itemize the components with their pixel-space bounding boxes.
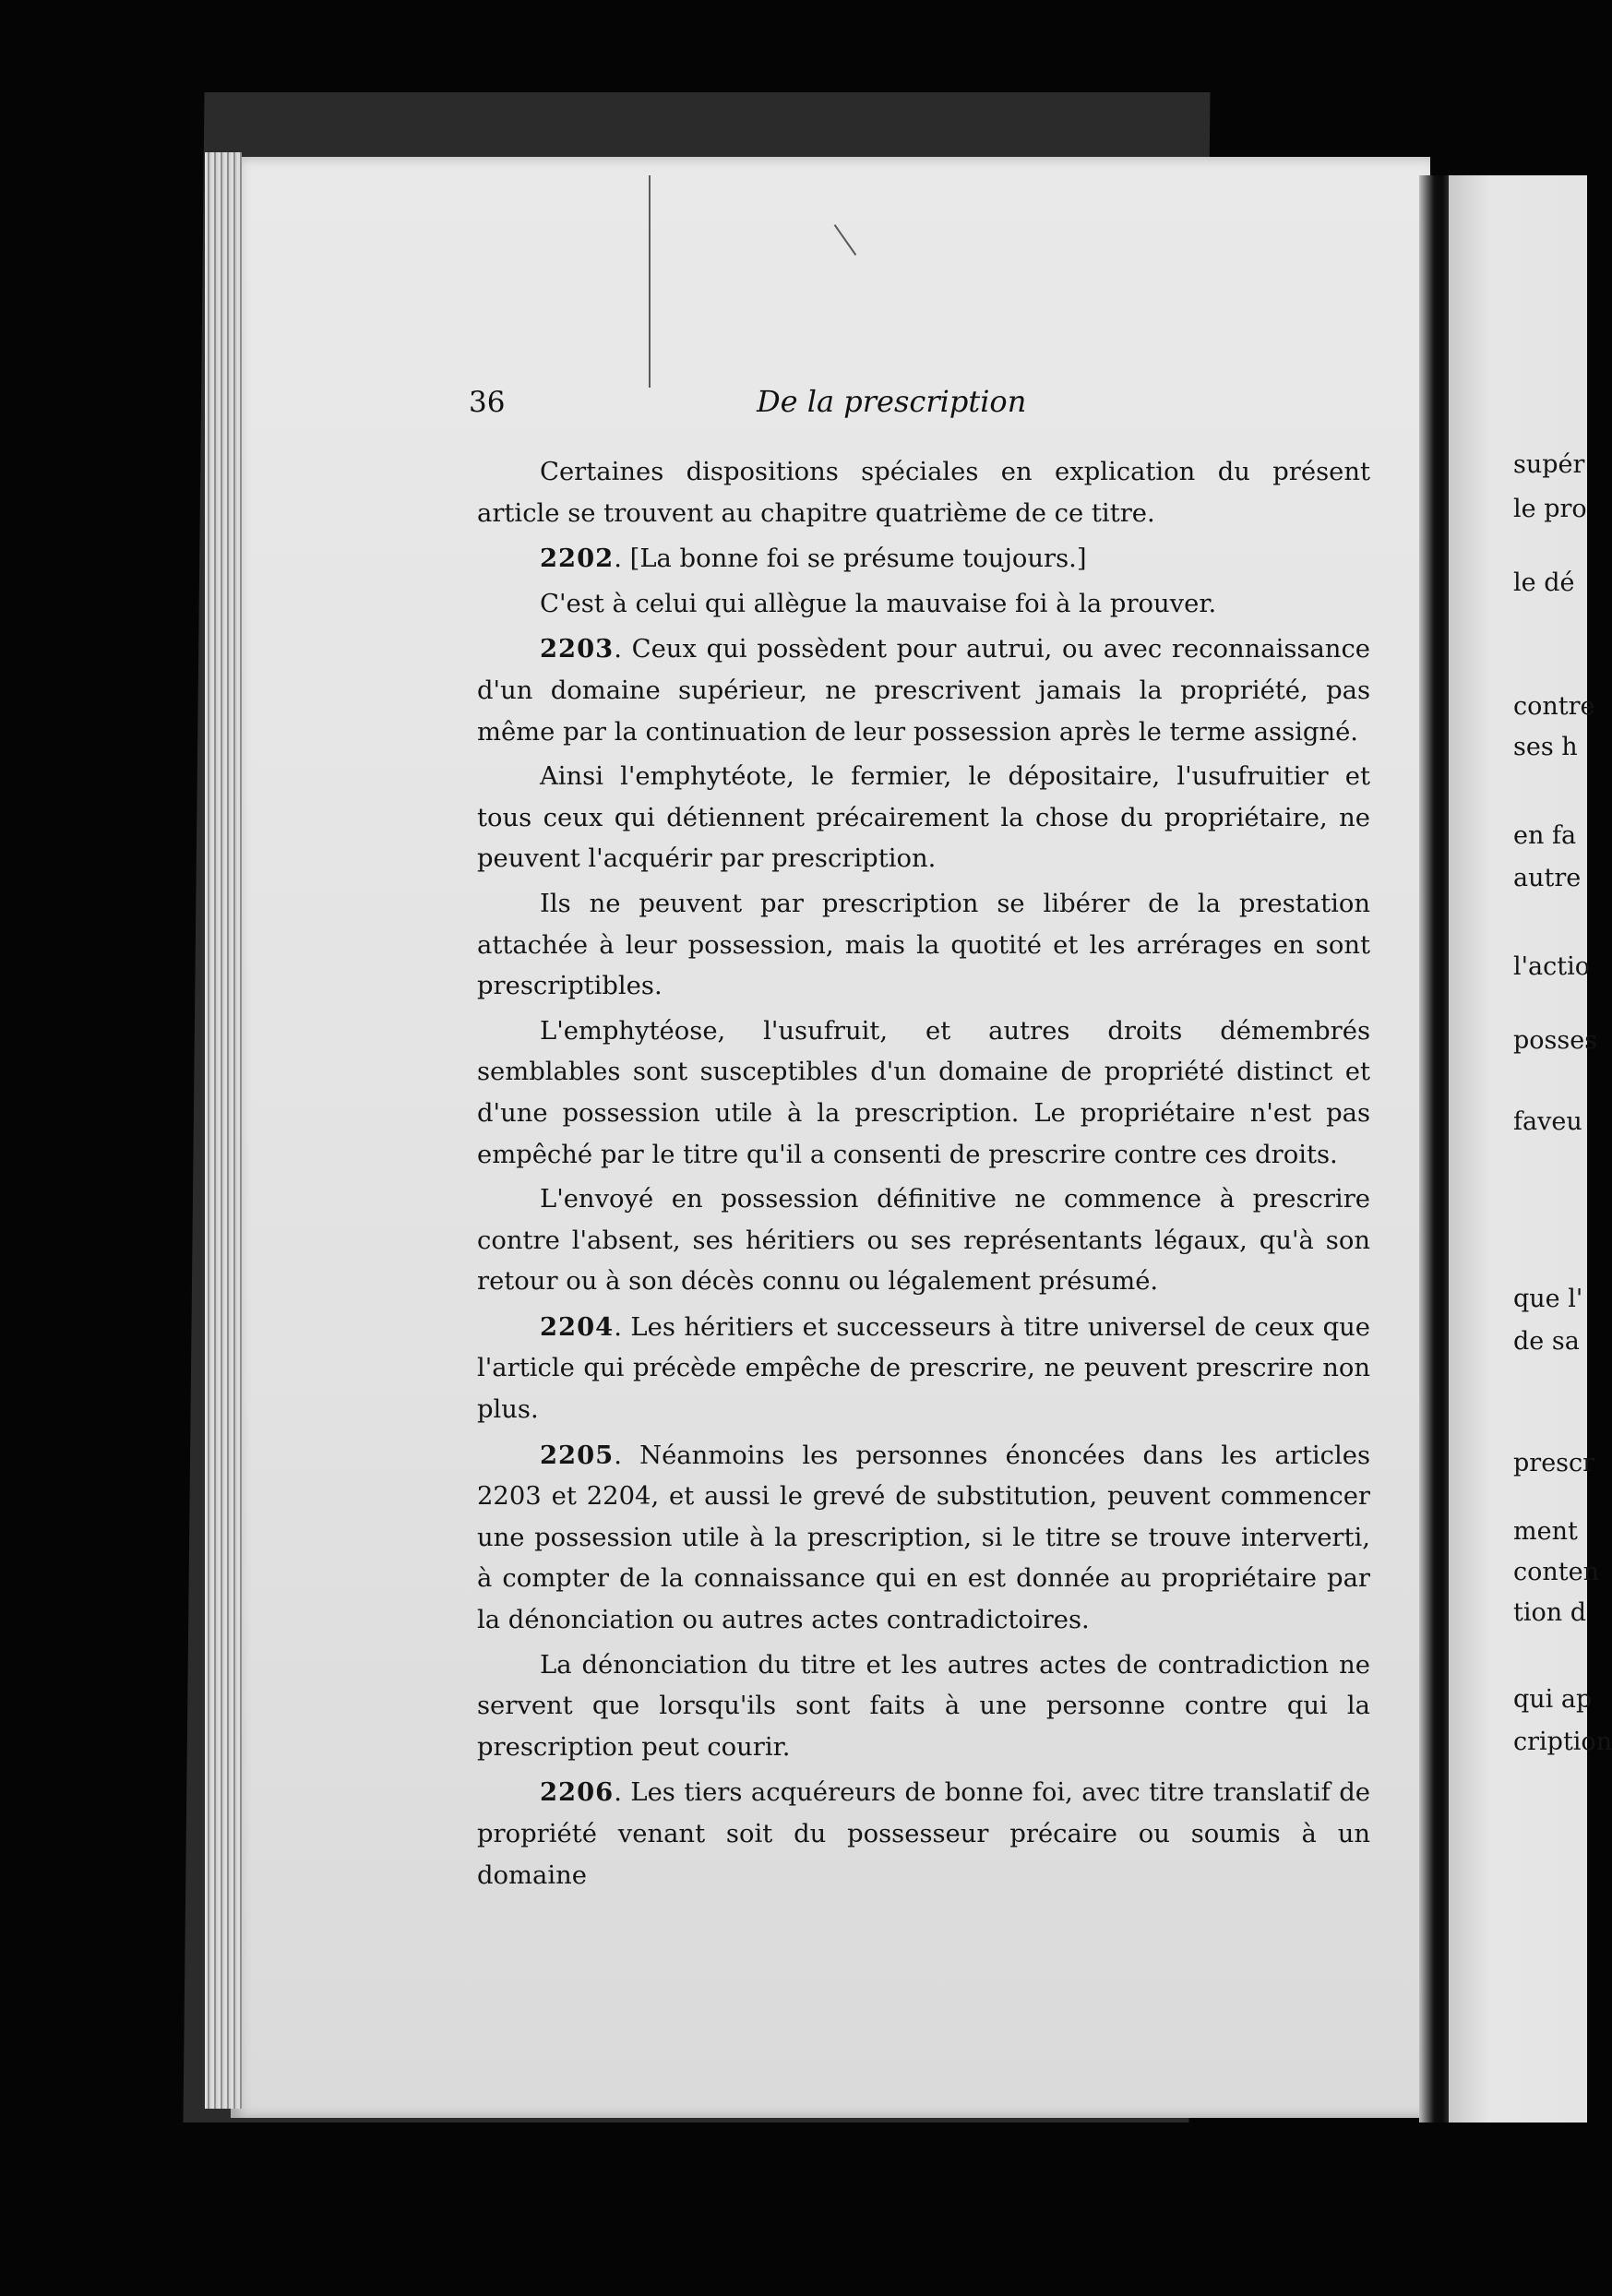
article-number: 2202 bbox=[540, 544, 615, 574]
right-page-fragment: cription bbox=[1513, 1728, 1612, 1756]
right-page-fragment: tion d bbox=[1513, 1598, 1586, 1627]
paragraph bbox=[477, 1772, 1370, 1896]
right-page-fragment: en fa bbox=[1513, 821, 1577, 850]
paragraph bbox=[477, 884, 1370, 1008]
paragraph-text: . Les héritiers et successeurs à titre universel de ceux que l'article qui précède empêche de prescrire, ne peuvent prescrire non plus. bbox=[477, 1312, 1370, 1425]
paragraph-text: La dénonciation du titre et les autres actes de contradiction ne servent que lorsqu'ils sont faits à une personne contre qui la prescription peut courir. bbox=[477, 1650, 1370, 1762]
right-page-fragment: posses bbox=[1513, 1026, 1598, 1055]
right-page-fragment: qui ap bbox=[1513, 1685, 1593, 1714]
paragraph bbox=[477, 1179, 1370, 1303]
paragraph bbox=[477, 584, 1370, 626]
article-number: 2206 bbox=[540, 1777, 615, 1808]
right-page-fragment: conten bbox=[1513, 1558, 1599, 1586]
paragraph bbox=[477, 1645, 1370, 1769]
paragraph bbox=[477, 1307, 1370, 1431]
running-head: De la prescription bbox=[757, 384, 1027, 419]
right-page-fragment: que l' bbox=[1513, 1285, 1583, 1313]
paragraph-text: Ils ne peuvent par prescription se libérer de la prestation attachée à leur possession, mais la quotité et les arrérages en sont prescriptibles. bbox=[477, 889, 1370, 1001]
right-page-fragment: de sa bbox=[1513, 1327, 1580, 1356]
right-page-fragment: contre bbox=[1513, 692, 1595, 721]
article-number: 2204 bbox=[540, 1311, 615, 1342]
right-page-fragment: le dé bbox=[1513, 568, 1575, 597]
right-page-fragment: supér bbox=[1513, 450, 1585, 479]
paragraph-text: . Néanmoins les personnes énoncées dans les articles 2203 et 2204, et aussi le grevé de substitution, peuvent commencer une possession utile à la prescription, si le titre se trouve interverti, à compter de la connaissance qui en est donnée au propriétaire par la dénonciation ou autres actes contradictoires. bbox=[477, 1441, 1370, 1635]
paragraph bbox=[477, 452, 1370, 534]
paragraph-text: Ainsi l'emphytéote, le fermier, le dépositaire, l'usufruitier et tous ceux qui détiennent précairement la chose du propriétaire, ne peuvent l'acquérir par prescription. bbox=[477, 762, 1370, 874]
right-page-fragment: l'actio bbox=[1513, 952, 1591, 981]
paragraph-text: L'envoyé en possession définitive ne commence à prescrire contre l'absent, ses héritiers ou ses représentants légaux, qu'à son retour ou à son décès connu ou légalement présumé. bbox=[477, 1185, 1370, 1297]
paragraph-text: L'emphytéose, l'usufruit, et autres droits démembrés semblables sont susceptibles d'un domaine de propriété distinct et d'une possession utile à la prescription. Le propriétaire n'est pas empêché par le titre qu'il a consenti de prescrire contre ces droits. bbox=[477, 1016, 1370, 1169]
paragraph-text: . Les tiers acquéreurs de bonne foi, avec titre translatif de propriété venant soit du possesseur précaire ou soumis à un domaine bbox=[477, 1778, 1370, 1890]
right-page-fragment: autre bbox=[1513, 864, 1582, 892]
book-gutter bbox=[1419, 175, 1452, 2123]
paragraph-text: C'est à celui qui allègue la mauvaise foi à la prouver. bbox=[540, 589, 1217, 618]
paragraph bbox=[477, 1435, 1370, 1642]
paragraph bbox=[477, 1011, 1370, 1176]
right-page-fragment: le pro bbox=[1513, 495, 1587, 523]
paragraph-text: . Ceux qui possèdent pour autrui, ou avec reconnaissance d'un domaine supérieur, ne prescrivent jamais la propriété, pas même par la continuation de leur possession après le terme assigné. bbox=[477, 635, 1370, 747]
paragraph bbox=[477, 628, 1370, 753]
paragraph bbox=[477, 757, 1370, 880]
page-number: 36 bbox=[469, 386, 506, 419]
paragraph-text: . [La bonne foi se présume toujours.] bbox=[614, 544, 1087, 574]
right-page-fragment: prescr bbox=[1513, 1449, 1595, 1477]
right-page-fragment: ment bbox=[1513, 1517, 1578, 1546]
page-edges bbox=[205, 152, 242, 2109]
vertical-scratch bbox=[649, 175, 651, 388]
paragraph-text: Certaines dispositions spéciales en explication du présent article se trouvent au chapitre quatrième de ce titre. bbox=[477, 458, 1370, 528]
article-number: 2203 bbox=[540, 634, 615, 664]
article-number: 2205 bbox=[540, 1440, 615, 1470]
right-page-fragment: faveu bbox=[1513, 1107, 1582, 1136]
body-text bbox=[477, 452, 1370, 1900]
right-page-fragment: ses h bbox=[1513, 733, 1578, 761]
paragraph bbox=[477, 538, 1370, 580]
